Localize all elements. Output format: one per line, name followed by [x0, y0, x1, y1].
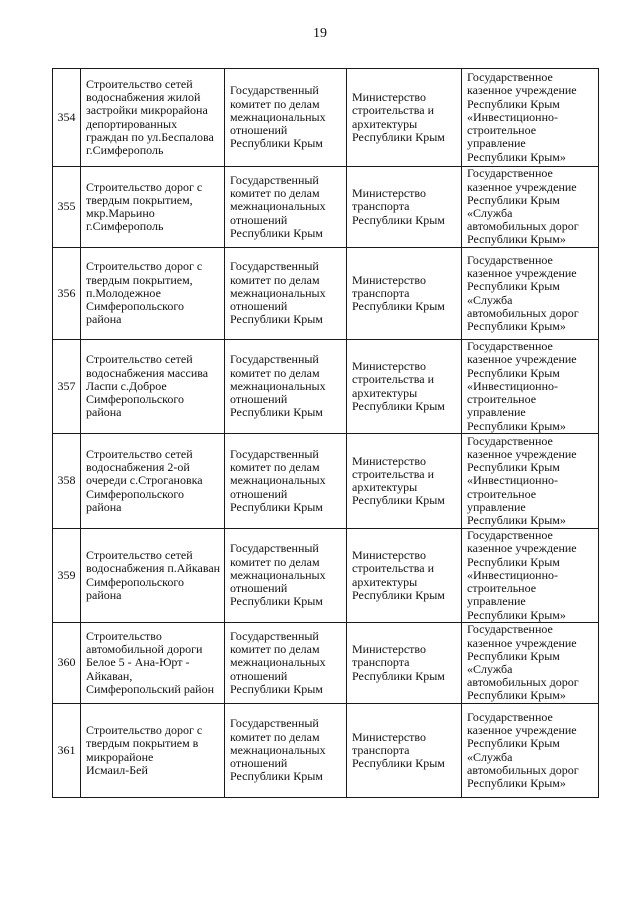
row-number-cell: 354	[53, 69, 81, 167]
customer-cell: Государственный комитет по делам межнациональных отношений Республики Крым	[225, 69, 347, 167]
row-number-cell: 359	[53, 529, 81, 623]
object-cell: Строительство дорог с твердым покрытием, мкр.Марьино г.Симферополь	[81, 167, 225, 248]
institution-cell: Государственное казенное учреждение Республики Крым «Служба автомобильных дорог Республики Крым»	[462, 248, 599, 340]
table-row	[53, 434, 599, 529]
object-cell: Строительство дорог с твердым покрытием, п.Молодежное Симферопольского района	[81, 248, 225, 340]
institution-cell: Государственное казенное учреждение Республики Крым «Служба автомобильных дорог Республики Крым»	[462, 167, 599, 248]
table-row	[53, 167, 599, 248]
table-row	[53, 340, 599, 434]
objects-table	[52, 68, 599, 798]
ministry-cell: Министерство транспорта Республики Крым	[347, 248, 462, 340]
row-number-cell: 355	[53, 167, 81, 248]
row-number-cell: 358	[53, 434, 81, 529]
customer-cell: Государственный комитет по делам межнациональных отношений Республики Крым	[225, 529, 347, 623]
ministry-cell: Министерство строительства и архитектуры Республики Крым	[347, 434, 462, 529]
institution-cell: Государственное казенное учреждение Республики Крым «Служба автомобильных дорог Республики Крым»	[462, 704, 599, 798]
ministry-cell: Министерство транспорта Республики Крым	[347, 704, 462, 798]
table-row	[53, 529, 599, 623]
customer-cell: Государственный комитет по делам межнациональных отношений Республики Крым	[225, 434, 347, 529]
ministry-cell: Министерство транспорта Республики Крым	[347, 167, 462, 248]
object-cell: Строительство сетей водоснабжения 2-ой очереди с.Строгановка Симферопольского района	[81, 434, 225, 529]
object-cell: Строительство сетей водоснабжения массива Ласпи с.Доброе Симферопольского района	[81, 340, 225, 434]
table-row	[53, 704, 599, 798]
institution-cell: Государственное казенное учреждение Республики Крым «Инвестиционно- строительное управление Республики Крым»	[462, 69, 599, 167]
institution-cell: Государственное казенное учреждение Республики Крым «Служба автомобильных дорог Республики Крым»	[462, 623, 599, 704]
table-row	[53, 69, 599, 167]
row-number-cell: 356	[53, 248, 81, 340]
object-cell: Строительство дорог с твердым покрытием в микрорайоне Исмаил-Бей	[81, 704, 225, 798]
object-cell: Строительство автомобильной дороги Белое 5 - Ана-Юрт - Айкаван, Симферопольский район	[81, 623, 225, 704]
table-row	[53, 623, 599, 704]
institution-cell: Государственное казенное учреждение Республики Крым «Инвестиционно- строительное управление Республики Крым»	[462, 340, 599, 434]
customer-cell: Государственный комитет по делам межнациональных отношений Республики Крым	[225, 704, 347, 798]
ministry-cell: Министерство транспорта Республики Крым	[347, 623, 462, 704]
institution-cell: Государственное казенное учреждение Республики Крым «Инвестиционно- строительное управление Республики Крым»	[462, 434, 599, 529]
ministry-cell: Министерство строительства и архитектуры Республики Крым	[347, 340, 462, 434]
customer-cell: Государственный комитет по делам межнациональных отношений Республики Крым	[225, 623, 347, 704]
customer-cell: Государственный комитет по делам межнациональных отношений Республики Крым	[225, 167, 347, 248]
customer-cell: Государственный комитет по делам межнациональных отношений Республики Крым	[225, 340, 347, 434]
object-cell: Строительство сетей водоснабжения жилой застройки микрорайона депортированных граждан по ул.Беспалова г.Симферополь	[81, 69, 225, 167]
table-row	[53, 248, 599, 340]
object-cell: Строительство сетей водоснабжения п.Айкаван Симферопольского района	[81, 529, 225, 623]
ministry-cell: Министерство строительства и архитектуры Республики Крым	[347, 529, 462, 623]
customer-cell: Государственный комитет по делам межнациональных отношений Республики Крым	[225, 248, 347, 340]
row-number-cell: 357	[53, 340, 81, 434]
institution-cell: Государственное казенное учреждение Республики Крым «Инвестиционно- строительное управление Республики Крым»	[462, 529, 599, 623]
page-number: 19	[313, 26, 327, 41]
row-number-cell: 361	[53, 704, 81, 798]
row-number-cell: 360	[53, 623, 81, 704]
ministry-cell: Министерство строительства и архитектуры Республики Крым	[347, 69, 462, 167]
